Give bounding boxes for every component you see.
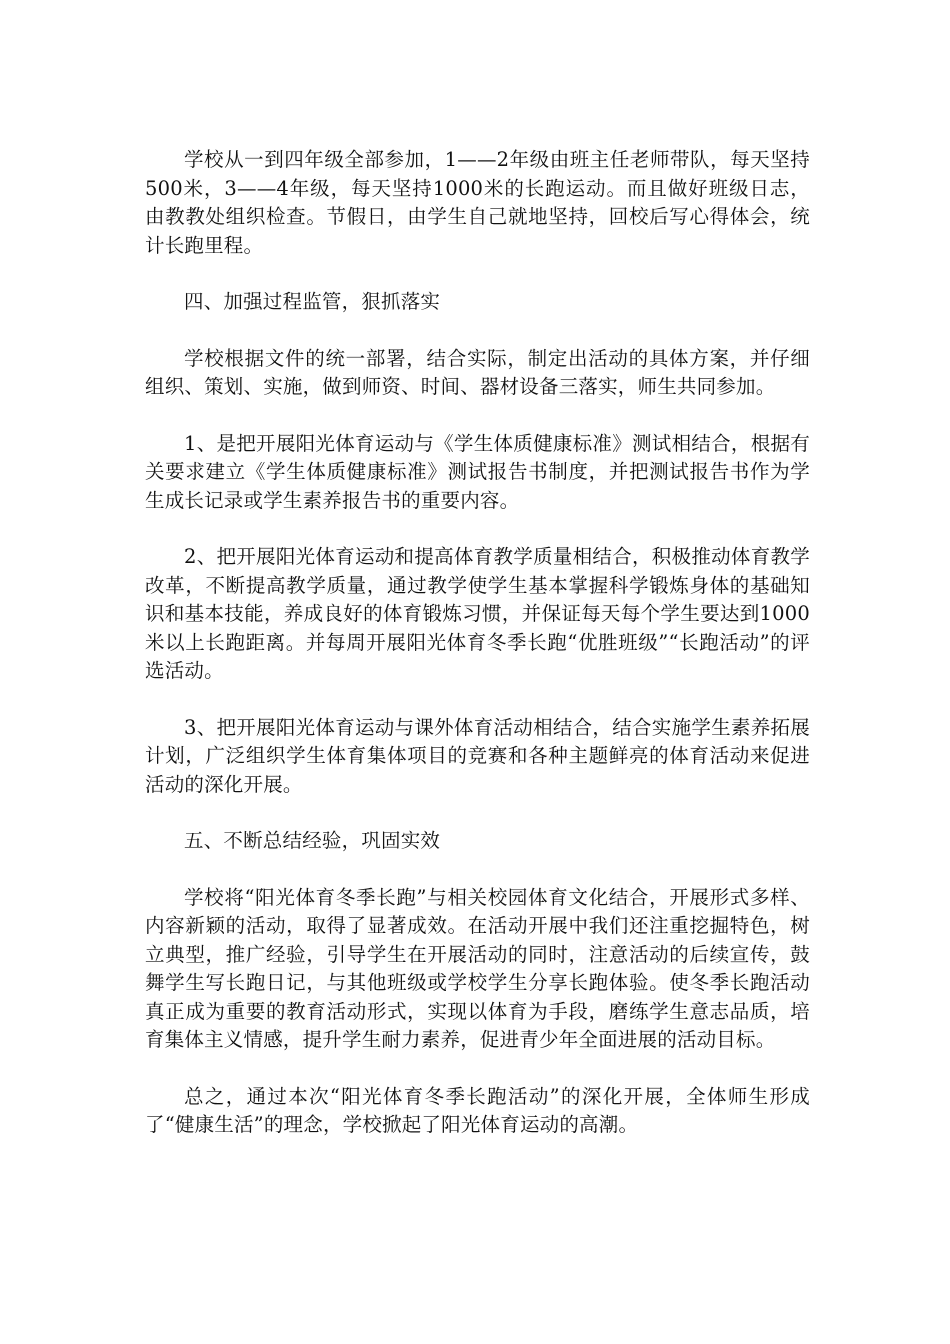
paragraph-item-1: 1、是把开展阳光体育运动与《学生体质健康标准》测试相结合，根据有关要求建立《学生体质健康标准》测试报告书制度，并把测试报告书作为学生成长记录或学生素养报告书的重要内容。 [145, 431, 810, 512]
section-heading-5: 五、不断总结经验，巩固实效 [184, 829, 441, 852]
paragraph-achievements: 学校将“阳光体育冬季长跑”与相关校园体育文化结合，开展形式多样、内容新颖的活动，取得了显著成效。在活动开展中我们还注重挖掘特色，树立典型，推广经验，引导学生在开展活动的同时，注意活动的后续宣传，鼓舞学生写长跑日记，与其他班级或学校学生分享长跑体验。使冬季长跑活动真正成为重要的教育活动形式，实现以体育为手段，磨练学生意志品质，培育集体主义情感，提升学生耐力素养，促进青少年全面进展的活动目标。 [145, 885, 810, 1051]
paragraph-item-2: 2、把开展阳光体育运动和提高体育教学质量相结合，积极推动体育教学改革，不断提高教学质量，通过教学使学生基本掌握科学锻炼身体的基础知识和基本技能，养成良好的体育锻炼习惯，并保证每天每个学生要达到1000米以上长跑距离。并每周开展阳光体育冬季长跑“优胜班级”“长跑活动”的评选活动。 [145, 545, 810, 682]
paragraph-grade-participation: 学校从一到四年级全部参加，1——2年级由班主任老师带队，每天坚持500米，3——4年级，每天坚持1000米的长跑运动。而且做好班级日志，由教教处组织检查。节假日，由学生自己就地坚持，回校后写心得体会，统计长跑里程。 [145, 148, 810, 257]
paragraph-conclusion: 总之，通过本次“阳光体育冬季长跑活动”的深化开展，全体师生形成了“健康生活”的理念，学校掀起了阳光体育运动的高潮。 [145, 1084, 810, 1136]
section-heading-4: 四、加强过程监管，狠抓落实 [184, 290, 441, 313]
paragraph-item-3: 3、把开展阳光体育运动与课外体育活动相结合，结合实施学生素养拓展计划，广泛组织学生体育集体项目的竞赛和各种主题鲜亮的体育活动来促进活动的深化开展。 [145, 715, 810, 796]
document-page [145, 146, 810, 1140]
paragraph-school-plan: 学校根据文件的统一部署，结合实际，制定出活动的具体方案，并仔细组织、策划、实施，做到师资、时间、器材设备三落实，师生共同参加。 [145, 346, 810, 398]
